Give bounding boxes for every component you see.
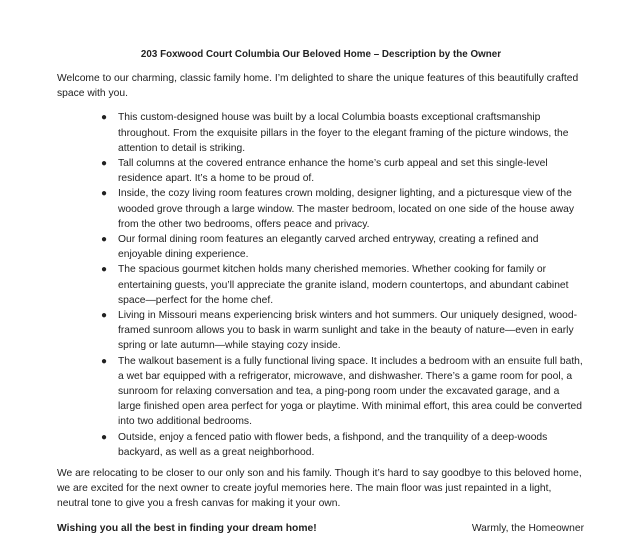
bullet-icon: ● <box>101 234 108 246</box>
list-item-text: Outside, enjoy a fenced patio with flower beds, a fishpond, and the tranquility of a deep-woods backyard, as well as a great neighborhood. <box>118 431 548 458</box>
list-item <box>102 430 585 460</box>
list-item-text: Tall columns at the covered entrance enhance the home’s curb appeal and set this single-level residence apart. It’s a home to be proud of. <box>118 158 548 185</box>
list-item <box>102 262 585 308</box>
wish-text: Wishing you all the best in finding your dream home! <box>57 522 317 534</box>
bullet-icon: ● <box>101 355 108 367</box>
list-item <box>102 354 585 430</box>
list-item <box>102 308 585 354</box>
bullet-icon: ● <box>101 264 108 276</box>
list-item-text: Our formal dining room features an elegantly carved arched entryway, creating a refined and enjoyable dining experience. <box>118 234 539 261</box>
list-item <box>102 156 585 186</box>
list-item <box>102 110 585 156</box>
list-item-text: Living in Missouri means experiencing brisk winters and hot summers. Our uniquely designed, wood-framed sunroom allows you to bask in warm sunlight and take in the beauty of nature—even in early spring or late autumn—while staying cozy inside. <box>118 310 578 352</box>
list-item-text: The spacious gourmet kitchen holds many cherished memories. Whether cooking for family or entertaining guests, you’ll appreciate the granite island, modern countertops, and abundant cabinet space—perfect for the home chef. <box>118 264 569 306</box>
signoff-row <box>57 521 585 536</box>
list-item-text: This custom-designed house was built by a local Columbia boasts exceptional craftsmanship throughout. From the exquisite pillars in the foyer to the elegant framing of the picture windows, the attention to detail is striking. <box>118 112 569 154</box>
signature-text: Warmly, the Homeowner <box>471 522 584 534</box>
bullet-icon: ● <box>101 112 108 124</box>
closing-paragraph: We are relocating to be closer to our only son and his family. Though it’s hard to say goodbye to this beloved home, we are excited for the next owner to create joyful memories here. The main floor was just repainted in a light, neutral tone to give you a fresh canvas for making it your own. <box>57 468 582 510</box>
bullet-icon: ● <box>101 188 108 200</box>
bullet-icon: ● <box>101 431 108 443</box>
list-item <box>102 232 585 262</box>
bullet-icon: ● <box>101 310 108 322</box>
feature-list <box>57 110 585 460</box>
list-item-text: Inside, the cozy living room features crown molding, designer lighting, and a picturesque view of the wooded grove through a large window. The master bedroom, located on one side of the house away from the other two bedrooms, offers peace and privacy. <box>118 188 575 230</box>
list-item-text: The walkout basement is a fully functional living space. It includes a bedroom with an ensuite full bath, a wet bar equipped with a refrigerator, microwave, and dishwasher. There’s a game room for pool, a sunroom for relaxing conversation and tea, a ping-pong room under the excavated garage, and a large finished open area perfect for yoga or playtime. With minimal effort, this area could be converted into two additional bedrooms. <box>118 355 583 428</box>
bullet-icon: ● <box>101 158 108 170</box>
list-item <box>102 186 585 232</box>
intro-paragraph: Welcome to our charming, classic family home. I’m delighted to share the unique features of this beautifully crafted space with you. <box>57 73 579 100</box>
document-title: 203 Foxwood Court Columbia Our Beloved Home – Description by the Owner <box>140 49 502 60</box>
